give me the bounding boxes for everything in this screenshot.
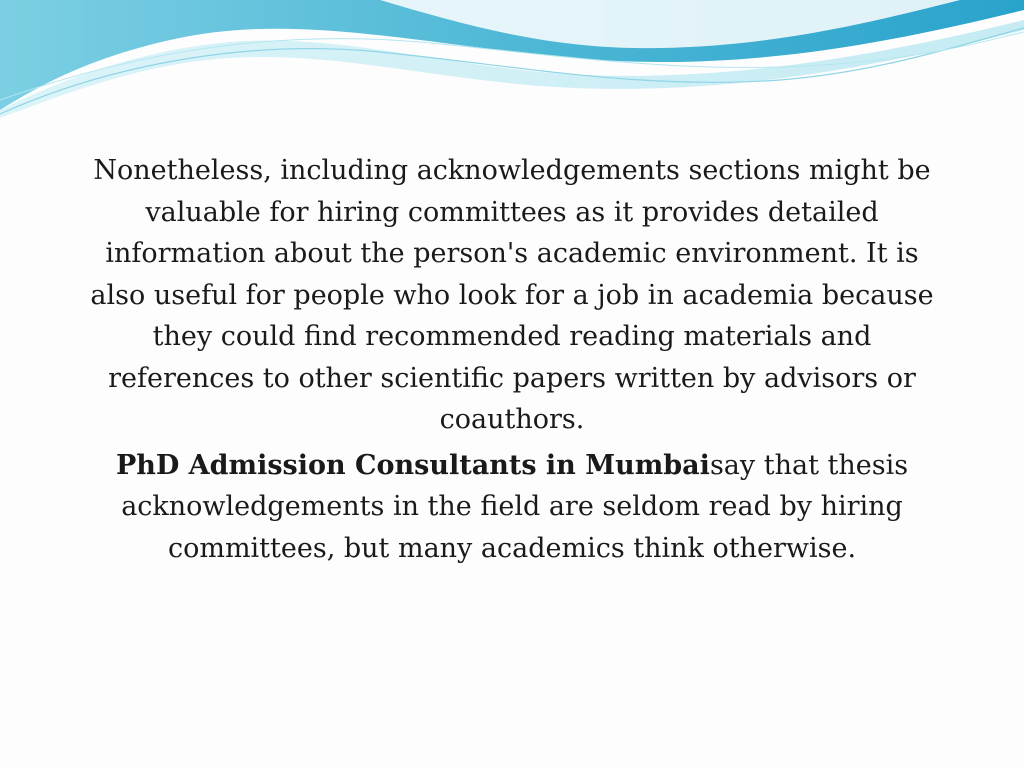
header-wave-decoration [0, 0, 1024, 130]
paragraph-1-text: Nonetheless, including acknowledgements sections might be valuable for hiring committees as it provides detailed information about the person's academic environment. It is also useful for people who look for a job in academia because they could find recommended reading materials and references to other scientific papers written by advisors or coauthors. [90, 155, 934, 435]
paragraph-2-bold-phrase: PhD Admission Consultants in Mumbai [115, 449, 710, 481]
paragraph-2-text: say that thesis acknowledgements in the field are seldom read by hiring committees, but many academics think otherwise. [121, 449, 909, 564]
paragraph-2 [80, 445, 944, 570]
slide-body [80, 150, 944, 573]
paragraph-1 [80, 150, 944, 441]
